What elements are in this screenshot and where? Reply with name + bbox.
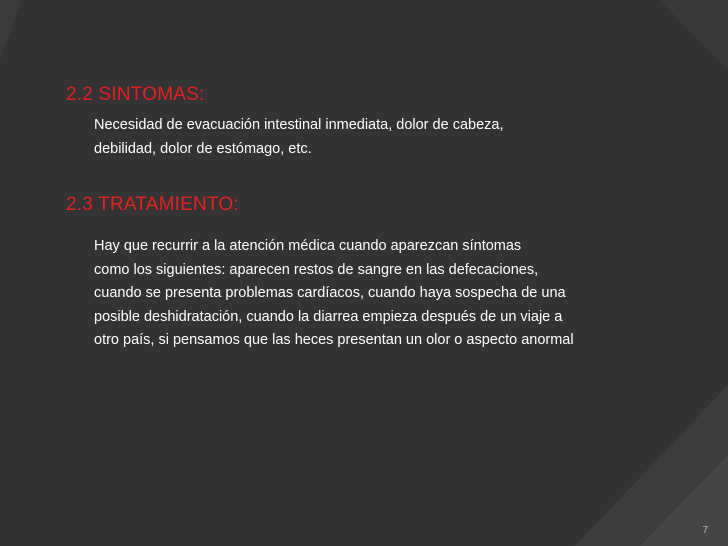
- body-line: otro país, si pensamos que las heces presentan un olor o aspecto anormal: [94, 332, 574, 348]
- body-line: Hay que recurrir a la atención médica cuando aparezcan síntomas: [94, 238, 522, 254]
- body-line: posible deshidratación, cuando la diarrea empieza después de un viaje a: [94, 308, 563, 325]
- body-line: debilidad, dolor de estómago, etc.: [94, 140, 312, 157]
- section-body-tratamiento: [94, 235, 664, 353]
- section-heading-tratamiento: 2.3 TRATAMIENTO:: [66, 194, 239, 215]
- page-number: 7: [702, 525, 708, 536]
- body-line: cuando se presenta problemas cardíacos, cuando haya sospecha de una: [94, 285, 566, 301]
- section-body-sintomas: [94, 114, 664, 161]
- body-line: Necesidad de evacuación intestinal inmediata, dolor de cabeza,: [94, 117, 504, 133]
- decor-band-left: [0, 0, 22, 60]
- section-heading-sintomas: 2.2 SINTOMAS:: [66, 84, 205, 105]
- decor-band-top-right: [660, 0, 728, 70]
- body-line: como los siguientes: aparecen restos de sangre en las defecaciones,: [94, 261, 539, 278]
